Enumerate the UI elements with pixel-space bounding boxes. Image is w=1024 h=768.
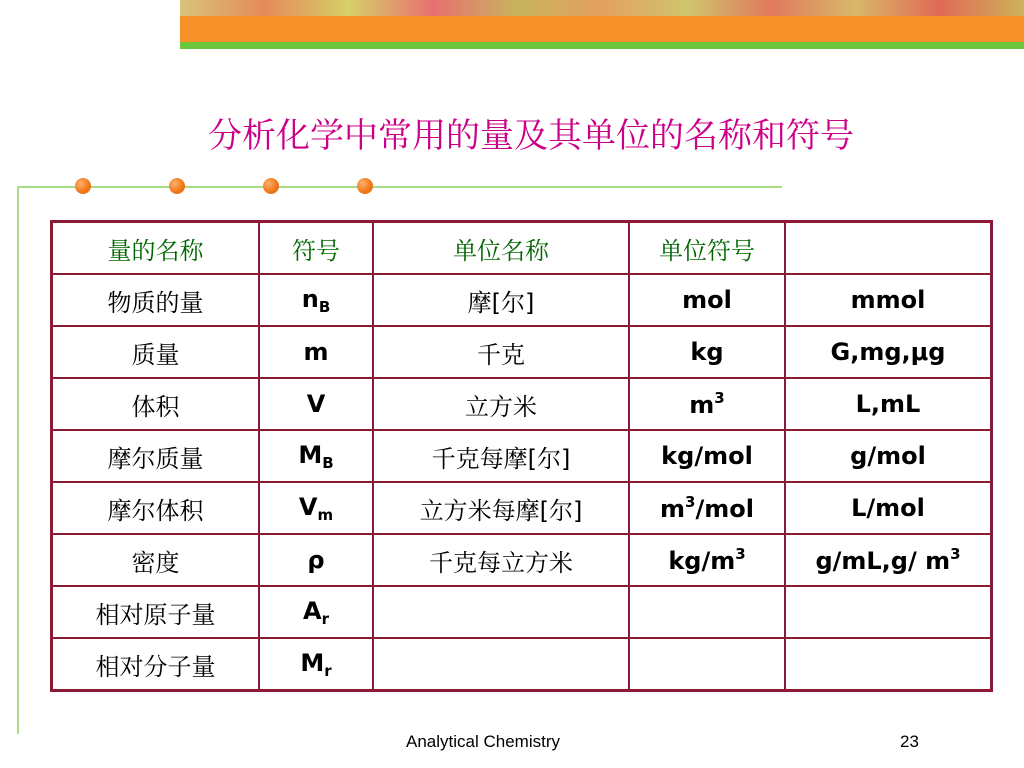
table-row [52, 326, 992, 378]
symbol-subscript: r [324, 661, 332, 680]
header-unit-symbol: 单位符号 [629, 222, 785, 275]
cell-unit-name: 立方米 [373, 378, 629, 430]
unit-symbol-main: m [660, 495, 686, 523]
symbol-main: m [303, 338, 329, 366]
table-header-row [52, 222, 992, 275]
cell-unit-name: 千克每摩[尔] [373, 430, 629, 482]
cell-unit-symbol [629, 534, 785, 586]
table-row [52, 378, 992, 430]
cell-unit-name [373, 586, 629, 638]
top-decorative-banner [180, 0, 1024, 16]
table-row [52, 638, 992, 691]
cell-unit-name: 立方米每摩[尔] [373, 482, 629, 534]
cell-symbol [259, 326, 373, 378]
left-green-rule [17, 186, 19, 734]
orange-dot-icon [263, 178, 279, 194]
header-extra [785, 222, 992, 275]
symbol-subscript: B [318, 297, 331, 316]
table-row [52, 534, 992, 586]
table-row [52, 586, 992, 638]
symbol-subscript: r [321, 609, 329, 628]
orange-dot-icon [169, 178, 185, 194]
cell-unit-name: 千克 [373, 326, 629, 378]
cell-quantity-name: 体积 [52, 378, 260, 430]
cell-extra [785, 586, 992, 638]
cell-symbol [259, 534, 373, 586]
cell-quantity-name: 质量 [52, 326, 260, 378]
table-row [52, 430, 992, 482]
symbol-main: M [300, 648, 325, 677]
cell-unit-symbol [629, 482, 785, 534]
cell-symbol [259, 430, 373, 482]
horizontal-green-rule [17, 186, 782, 188]
footer-course-name: Analytical Chemistry [406, 732, 560, 751]
top-green-band [180, 42, 1024, 49]
cell-extra [785, 534, 992, 586]
unit-symbol-superscript: 3 [685, 493, 696, 511]
symbol-main: A [303, 596, 322, 625]
top-orange-band [180, 16, 1024, 42]
cell-extra: G,mg,μg [785, 326, 992, 378]
cell-symbol [259, 378, 373, 430]
unit-symbol-superscript: 3 [735, 545, 746, 563]
unit-symbol-main: kg/m [668, 547, 736, 575]
symbol-subscript: m [317, 505, 334, 524]
cell-unit-symbol [629, 638, 785, 691]
orange-dot-icon [75, 178, 91, 194]
cell-quantity-name: 摩尔体积 [52, 482, 260, 534]
header-symbol: 符号 [259, 222, 373, 275]
cell-unit-name [373, 638, 629, 691]
cell-unit-name: 千克每立方米 [373, 534, 629, 586]
table-row [52, 274, 992, 326]
cell-unit-symbol: kg [629, 326, 785, 378]
cell-extra: g/mol [785, 430, 992, 482]
cell-extra: L,mL [785, 378, 992, 430]
symbol-main: V [306, 390, 326, 418]
unit-symbol-main: m [689, 391, 715, 419]
cell-unit-name: 摩[尔] [373, 274, 629, 326]
symbol-main: M [298, 440, 323, 469]
table-row [52, 482, 992, 534]
cell-quantity-name: 物质的量 [52, 274, 260, 326]
cell-quantity-name: 摩尔质量 [52, 430, 260, 482]
symbol-main: ρ [307, 546, 325, 574]
slide-title: 分析化学中常用的量及其单位的名称和符号 [208, 116, 854, 156]
orange-dot-icon [357, 178, 373, 194]
symbol-subscript: B [322, 453, 334, 472]
extra-superscript: 3 [950, 545, 961, 563]
cell-quantity-name: 密度 [52, 534, 260, 586]
cell-unit-symbol: mol [629, 274, 785, 326]
symbol-main: n [301, 284, 319, 313]
quantity-units-table [50, 220, 993, 692]
cell-extra: L/mol [785, 482, 992, 534]
symbol-main: V [298, 492, 318, 521]
unit-symbol-superscript: 3 [714, 389, 725, 407]
unit-symbol-rest: /mol [695, 495, 754, 523]
cell-symbol [259, 482, 373, 534]
header-unit-name: 单位名称 [373, 222, 629, 275]
cell-quantity-name: 相对分子量 [52, 638, 260, 691]
cell-extra: mmol [785, 274, 992, 326]
cell-symbol [259, 274, 373, 326]
header-quantity-name: 量的名称 [52, 222, 260, 275]
cell-unit-symbol [629, 378, 785, 430]
cell-unit-symbol: kg/mol [629, 430, 785, 482]
cell-extra [785, 638, 992, 691]
cell-quantity-name: 相对原子量 [52, 586, 260, 638]
extra-main: g/mL,g/ m [815, 547, 951, 575]
page-number: 23 [900, 732, 919, 751]
cell-unit-symbol [629, 586, 785, 638]
cell-symbol [259, 638, 373, 691]
cell-symbol [259, 586, 373, 638]
